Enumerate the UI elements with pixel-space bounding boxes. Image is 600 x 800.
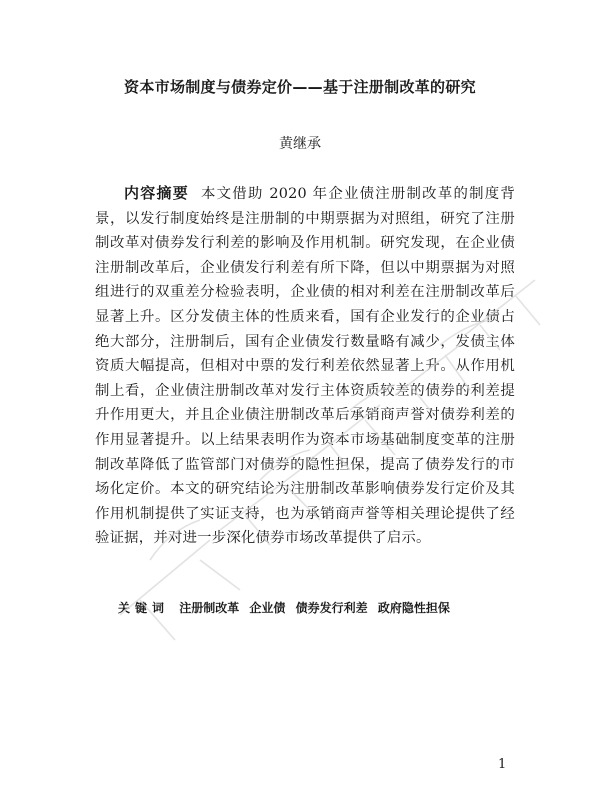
keyword-item: 政府隐性担保 [377, 601, 450, 615]
page-number: 1 [498, 757, 507, 772]
abstract-text: 本文借助 2020 年企业债注册制改革的制度背景，以发行制度始终是注册制的中期票据为对照组，研究了注册制改革对债券发行利差的影响及作用机制。研究发现，在企业债注册制改革后，企业债发行利差有所下降，但以中期票据为对照组进行的双重差分检验表明，企业债的相对利差在注册制改革后显著上升。区分发债主体的性质来看，国有企业发行的企业债占绝大部分，注册制后，国有企业债发行数量略有减少，发债主体资质大幅提高，但相对中票的发行利差依然显著上升。从作用机制上看，企业债注册制改革对发行主体资质较差的债券的利差提升作用更大，并且企业债注册制改革后承销商声誉对债券利差的作用显著提升。以上结果表明作为资本市场基础制度变革的注册制改革降低了监管部门对债券的隐性担保，提高了债券发行的市场化定价。本文的研究结论为注册制改革影响债券发行定价及其作用机制提供了实证支持，也为承销商声誉等相关理论提供了经验证据，并对进一步深化债券市场改革提供了启示。 [95, 186, 515, 547]
keywords-label: 关键词 [118, 601, 170, 615]
abstract-label: 内容摘要 [124, 184, 190, 202]
author-name: 黄继承 [279, 136, 321, 152]
keyword-item: 企业债 [249, 601, 286, 615]
abstract-paragraph [95, 181, 515, 551]
keyword-item: 债券发行利差 [295, 601, 368, 615]
paper-title: 资本市场制度与债券定价——基于注册制改革的研究 [124, 78, 476, 96]
keywords-line [118, 599, 456, 616]
keyword-item: 注册制改革 [179, 601, 240, 615]
